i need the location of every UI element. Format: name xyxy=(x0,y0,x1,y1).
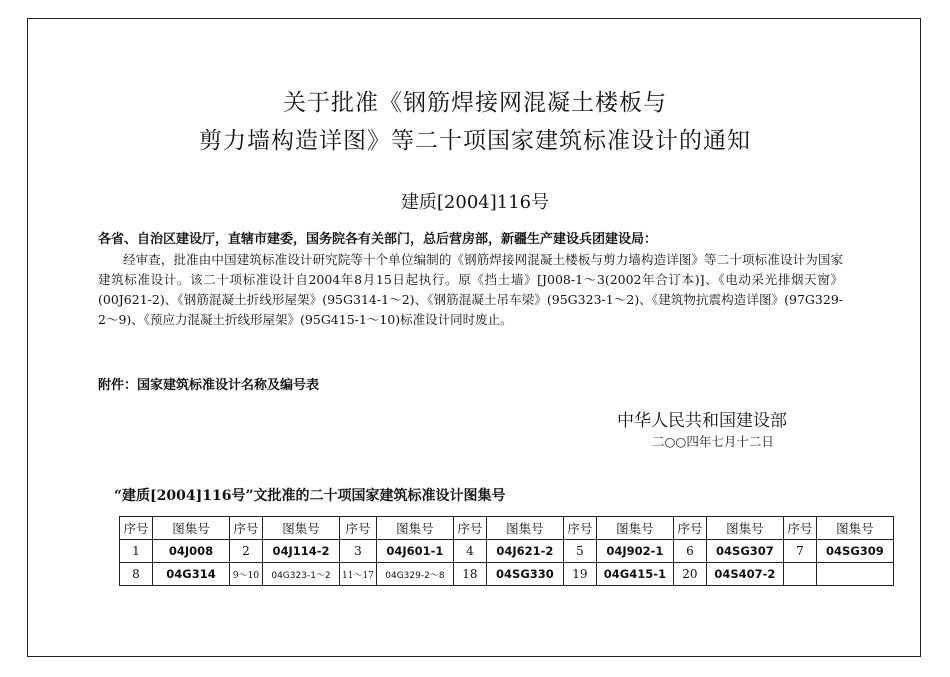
header-cell: 序号 xyxy=(120,517,153,540)
table-cell-seq: 2 xyxy=(230,540,263,563)
header-cell: 图集号 xyxy=(816,517,893,540)
table-cell-seq: 11～17 xyxy=(340,563,377,586)
table-row xyxy=(120,540,894,563)
table-cell-code: 04G329-2～8 xyxy=(376,563,453,586)
table-cell-seq: 6 xyxy=(673,540,706,563)
addressee: 各省、自治区建设厅，直辖市建委，国务院各有关部门，总后营房部，新疆生产建设兵团建设局： xyxy=(98,232,658,247)
header-cell: 序号 xyxy=(453,517,486,540)
attachment-note: 附件：国家建筑标准设计名称及编号表 xyxy=(98,378,320,393)
table-cell-code: 04SG307 xyxy=(706,540,783,563)
header-cell: 图集号 xyxy=(153,517,230,540)
header-cell: 图集号 xyxy=(376,517,453,540)
document-number: 建质[2004]116号 xyxy=(400,192,550,213)
header-cell: 序号 xyxy=(563,517,596,540)
table-cell-code: 04G323-1～2 xyxy=(263,563,340,586)
table-cell-code: 04SG309 xyxy=(816,540,893,563)
table-cell-seq: 8 xyxy=(120,563,153,586)
table-cell-seq: 3 xyxy=(340,540,377,563)
table-cell-seq: 18 xyxy=(453,563,486,586)
table-cell-seq: 1 xyxy=(120,540,153,563)
table-cell-code: 04G314 xyxy=(153,563,230,586)
header-cell: 序号 xyxy=(673,517,706,540)
table-row xyxy=(120,563,894,586)
table-cell-code: 04J114-2 xyxy=(263,540,340,563)
table-header-row xyxy=(120,517,894,540)
atlas-number-table xyxy=(119,516,894,586)
table-cell-seq: 19 xyxy=(563,563,596,586)
table-cell-seq: 20 xyxy=(673,563,706,586)
table-cell-code: 04G415-1 xyxy=(596,563,673,586)
table-cell-code: 04SG330 xyxy=(486,563,563,586)
table-cell-seq xyxy=(783,563,816,586)
table-cell-seq: 9～10 xyxy=(230,563,263,586)
table-caption: “建质[2004]116号”文批准的二十项国家建筑标准设计图集号 xyxy=(114,488,506,504)
table-cell-code: 04J902-1 xyxy=(596,540,673,563)
table-cell-code: 04J621-2 xyxy=(486,540,563,563)
signature-organization: 中华人民共和国建设部 xyxy=(617,411,787,431)
body-paragraph: 经审查，批准由中国建筑标准设计研究院等十个单位编制的《钢筋焊接网混凝土楼板与剪力墙构造详图》等二十项标准设计为国家建筑标准设计。该二十项标准设计自2004年8月15日起执行。原《挡土墙》[J008-1～3(2002年合订本)]、《电动采光排烟天窗》(00J621-2)、《钢筋混凝土折线形屋架》(95G314-1～2)、《钢筋混凝土吊车梁》(95G323-1～2)、《建筑物抗震构造详图》(97G329-2～9)、《预应力混凝土折线形屋架》(95G415-1～10)标准设计同时废止。 xyxy=(98,252,843,327)
header-cell: 序号 xyxy=(783,517,816,540)
header-cell: 序号 xyxy=(340,517,377,540)
table-cell-code: 04J601-1 xyxy=(376,540,453,563)
title-line-1: 关于批准《钢筋焊接网混凝土楼板与 xyxy=(283,90,667,116)
header-cell: 图集号 xyxy=(596,517,673,540)
header-cell: 图集号 xyxy=(706,517,783,540)
header-cell: 图集号 xyxy=(486,517,563,540)
table-cell-seq: 5 xyxy=(563,540,596,563)
table-cell-code xyxy=(816,563,893,586)
table-cell-seq: 7 xyxy=(783,540,816,563)
table-cell-seq: 4 xyxy=(453,540,486,563)
table-cell-code: 04J008 xyxy=(153,540,230,563)
header-cell: 序号 xyxy=(230,517,263,540)
header-cell: 图集号 xyxy=(263,517,340,540)
title-line-2: 剪力墙构造详图》等二十项国家建筑标准设计的通知 xyxy=(199,128,751,154)
table-cell-code: 04S407-2 xyxy=(706,563,783,586)
signature-date: 二○○四年七月十二日 xyxy=(652,434,774,449)
